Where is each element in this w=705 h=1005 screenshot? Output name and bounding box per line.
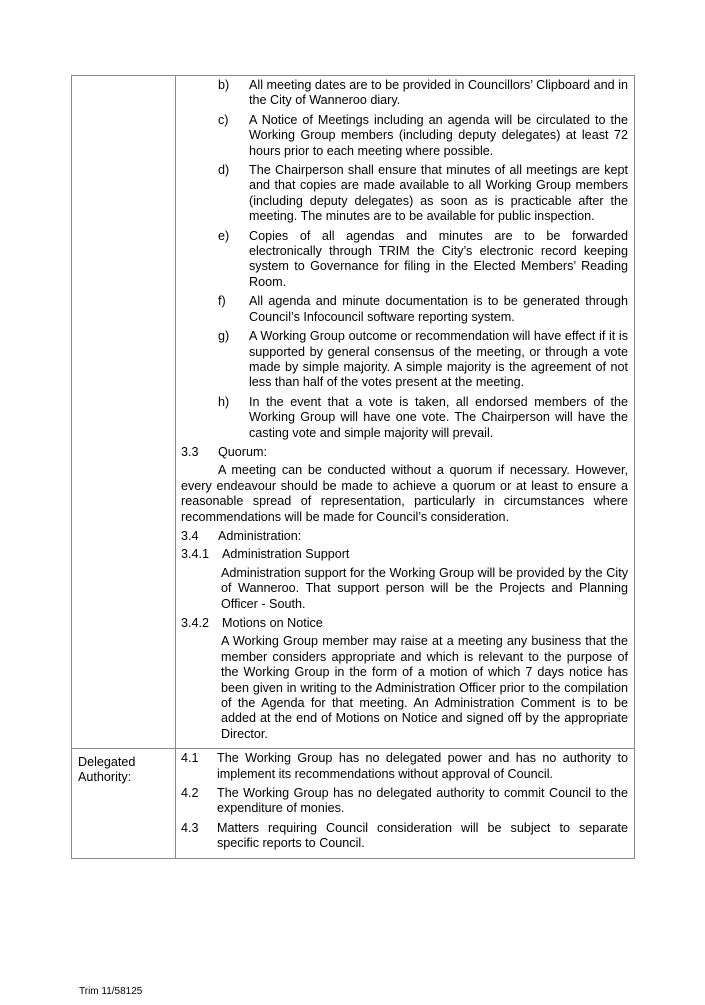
delegated-authority-label: Delegated Authority: <box>72 749 176 858</box>
list-item <box>181 395 628 441</box>
section-number: 3.4.2 <box>181 616 210 630</box>
administration-heading <box>181 529 628 544</box>
section-title: Administration: <box>218 528 302 543</box>
section-number: 3.4 <box>181 528 199 543</box>
list-marker: e) <box>218 228 230 243</box>
list-marker: d) <box>218 163 230 178</box>
quorum-paragraph: A meeting can be conducted without a quorum if necessary. However, every endeavour should be made to achieve a quorum or at least to ensure a reasonable spread of representation, particularly in circumstances where recommendations will be made for Council’s consideration. <box>181 463 628 524</box>
list-text: The Working Group has no delegated authority to commit Council to the expenditure of monies. <box>217 786 628 816</box>
procedures-row <box>72 76 635 749</box>
section-title: Administration Support <box>222 547 350 562</box>
delegated-authority-content <box>176 749 635 858</box>
list-marker: f) <box>218 294 226 309</box>
list-text: The Working Group has no delegated power and has no authority to implement its recommendations without approval of Council. <box>217 751 628 781</box>
list-text: The Chairperson shall ensure that minutes of all meetings are kept and that copies are made available to all Working Group members (including deputy delegates) as soon as is practicable after the meeting. The minutes are to be available for public inspection. <box>249 163 628 224</box>
list-item <box>181 821 628 852</box>
list-text: In the event that a vote is taken, all endorsed members of the Working Group will have one vote. The Chairperson will have the casting vote and simple majority will prevail. <box>249 394 628 440</box>
section-title: Motions on Notice <box>222 616 323 630</box>
list-item <box>181 294 628 325</box>
list-text: All agenda and minute documentation is to be generated through Council’s Infocouncil software reporting system. <box>249 294 628 324</box>
list-item <box>181 229 628 291</box>
section-number: 3.3 <box>181 444 199 459</box>
list-marker: b) <box>218 78 230 92</box>
list-marker: 4.2 <box>181 786 199 801</box>
delegated-authority-row <box>72 749 635 858</box>
list-marker: g) <box>218 329 230 344</box>
list-text: Matters requiring Council consideration will be subject to separate specific reports to Council. <box>217 820 628 851</box>
admin-support-heading <box>181 547 628 562</box>
section-number: 3.4.1 <box>181 547 210 562</box>
list-marker: h) <box>218 394 230 409</box>
list-text: A Notice of Meetings including an agenda will be circulated to the Working Group members (including deputy delegates) at least 72 hours prior to each meeting where possible. <box>249 112 628 158</box>
list-text: A Working Group outcome or recommendation will have effect if it is supported by general consensus of the meeting, or through a vote made by simple majority. A simple majority is the agreement of not less than half of the votes present at the meeting. <box>249 329 628 390</box>
section-title: Quorum: <box>218 444 267 459</box>
list-marker: 4.3 <box>181 820 199 835</box>
motions-paragraph: A Working Group member may raise at a meeting any business that the member considers appropriate and which is relevant to the purpose of the Working Group in the form of a motion of which 7 days notice has been given in writing to the Administration Officer prior to the compilation of the Agenda for that meeting. An Administration Comment is to be added at the end of Motions on Notice and signed off by the appropriate Director. <box>221 634 628 741</box>
list-item <box>181 78 628 109</box>
list-item <box>181 329 628 391</box>
list-marker: 4.1 <box>181 751 199 766</box>
list-item <box>181 751 628 782</box>
list-marker: c) <box>218 112 229 127</box>
procedures-content <box>176 76 635 749</box>
quorum-heading <box>181 445 628 460</box>
procedures-row-label <box>72 76 176 749</box>
admin-support-paragraph: Administration support for the Working Group will be provided by the City of Wanneroo. That support person will be the Projects and Planning Officer - South. <box>221 565 628 611</box>
motions-heading <box>181 616 628 631</box>
list-item <box>181 163 628 225</box>
list-item <box>181 113 628 159</box>
list-item <box>181 786 628 817</box>
list-text: All meeting dates are to be provided in Councillors’ Clipboard and in the City of Wanneroo diary. <box>249 78 628 108</box>
terms-of-reference-table <box>71 75 635 859</box>
list-text: Copies of all agendas and minutes are to be forwarded electronically through TRIM the City’s electronic record keeping system to Governance for filing in the Elected Members’ Reading Room. <box>249 228 628 289</box>
document-reference: Trim 11/58125 <box>79 986 143 997</box>
